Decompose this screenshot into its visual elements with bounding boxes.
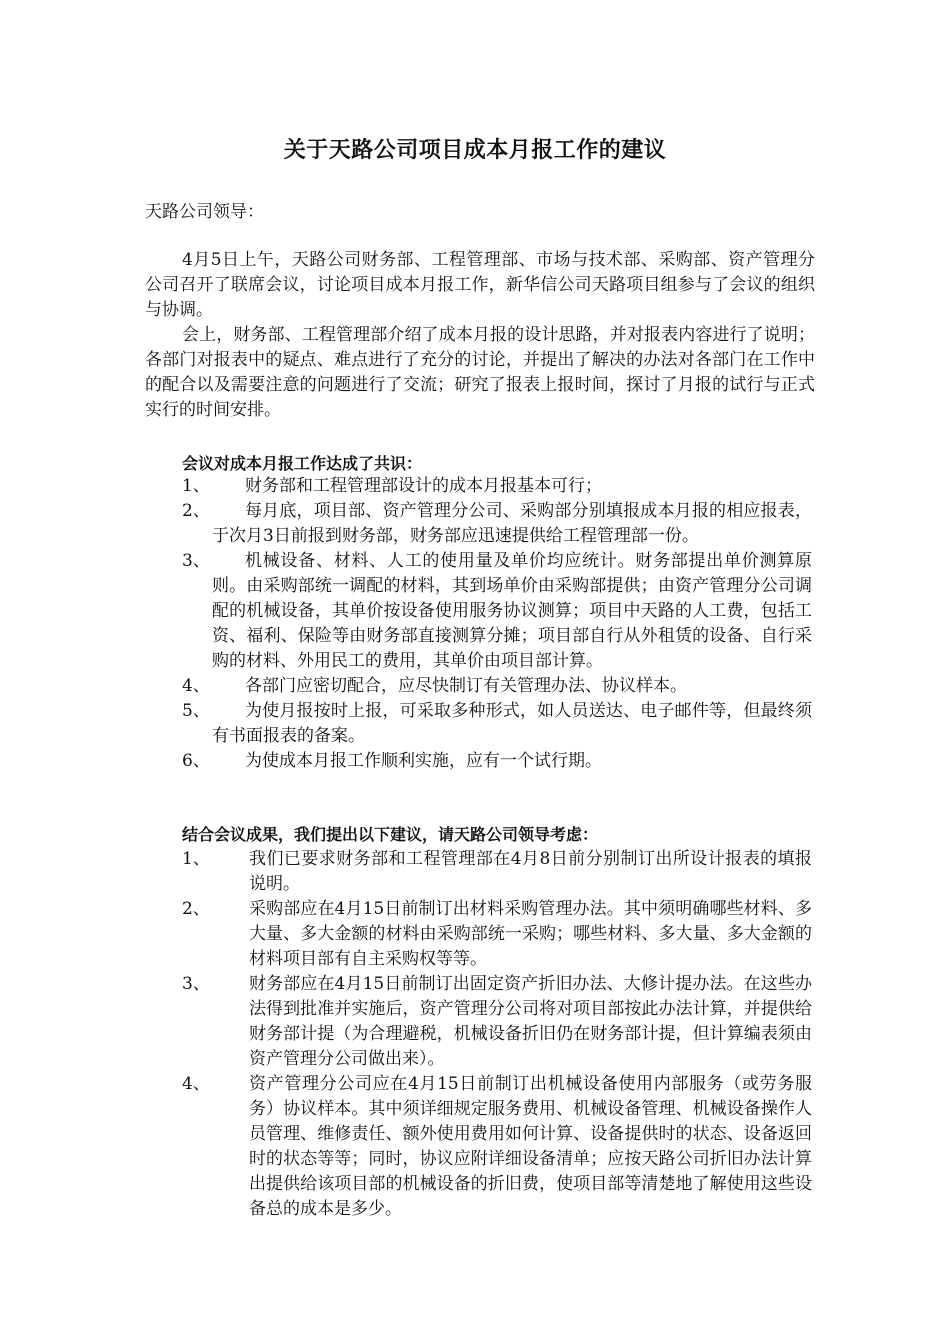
list-number: 2、 — [182, 501, 210, 521]
list-text: 财务部应在4月15日前制订出固定资产折旧办法、大修计提办法。在这些办法得到批准并实施后，资产管理分公司将对项目部按此办法计算，并提供给财务部计提（为合理避税，机械设备折旧仍在财务部计提，但计算编表须由资产管理分公司做出来）。 — [249, 974, 812, 1069]
list-item — [182, 499, 812, 549]
document-title: 关于天路公司项目成本月报工作的建议 — [283, 138, 667, 163]
list-item — [182, 1072, 812, 1222]
intro-paragraph-1: 4月5日上午，天路公司财务部、工程管理部、市场与技术部、采购部、资产管理分公司召开了联席会议，讨论项目成本月报工作，新华信公司天路项目组参与了会议的组织与协调。 — [145, 250, 815, 320]
list-item — [182, 847, 812, 897]
consensus-heading: 会议对成本月报工作达成了共识： — [182, 454, 423, 473]
list-number: 4、 — [182, 676, 210, 696]
list-number: 2、 — [182, 899, 210, 919]
list-text: 每月底，项目部、资产管理分公司、采购部分别填报成本月报的相应报表，于次月3日前报到财务部，财务部应迅速提供给工程管理部一份。 — [212, 501, 812, 546]
list-number: 6、 — [182, 751, 210, 771]
list-text: 各部门应密切配合，应尽快制订有关管理办法、协议样本。 — [245, 676, 687, 696]
list-text: 为使月报按时上报，可采取多种形式，如人员送达、电子邮件等，但最终须有书面报表的备案。 — [212, 701, 812, 746]
list-item — [182, 749, 812, 774]
list-item — [182, 674, 812, 699]
suggestions-list — [182, 847, 812, 1222]
list-text: 我们已要求财务部和工程管理部在4月8日前分别制订出所设计报表的填报说明。 — [249, 849, 812, 894]
list-item — [182, 897, 812, 972]
list-number: 1、 — [182, 849, 210, 869]
suggestions-heading: 结合会议成果，我们提出以下建议，请天路公司领导考虑： — [182, 825, 599, 844]
list-number: 5、 — [182, 701, 210, 721]
salutation: 天路公司领导： — [145, 202, 264, 222]
list-item — [182, 549, 812, 674]
list-item — [182, 474, 812, 499]
list-number: 1、 — [182, 476, 210, 496]
list-text: 财务部和工程管理部设计的成本月报基本可行； — [245, 476, 602, 496]
list-text: 机械设备、材料、人工的使用量及单价均应统计。财务部提出单价测算原则。由采购部统一调配的材料，其到场单价由采购部提供；由资产管理分公司调配的机械设备，其单价按设备使用服务协议测算；项目中天路的人工费，包括工资、福利、保险等由财务部直接测算分摊；项目部自行从外租赁的设备、自行采购的材料、外用民工的费用，其单价由项目部计算。 — [212, 551, 812, 671]
list-text: 采购部应在4月15日前制订出材料采购管理办法。其中须明确哪些材料、多大量、多大金额的材料由采购部统一采购；哪些材料、多大量、多大金额的材料项目部有自主采购权等等。 — [249, 899, 812, 969]
list-item — [182, 699, 812, 749]
list-text: 资产管理分公司应在4月15日前制订出机械设备使用内部服务（或劳务服务）协议样本。其中须详细规定服务费用、机械设备管理、机械设备操作人员管理、维修责任、额外使用费用如何计算、设备提供时的状态、设备返回时的状态等等；同时，协议应附详细设备清单；应按天路公司折旧办法计算出提供给该项目部的机械设备的折旧费，使项目部等清楚地了解使用这些设备总的成本是多少。 — [249, 1074, 812, 1219]
intro-paragraph-2: 会上，财务部、工程管理部介绍了成本月报的设计思路，并对报表内容进行了说明；各部门对报表中的疑点、难点进行了充分的讨论，并提出了解决的办法对各部门在工作中的配合以及需要注意的问题进行了交流；研究了报表上报时间，探讨了月报的试行与正式实行的时间安排。 — [145, 325, 815, 420]
list-item — [182, 972, 812, 1072]
list-number: 3、 — [182, 551, 210, 571]
list-text: 为使成本月报工作顺利实施，应有一个试行期。 — [245, 751, 602, 771]
list-number: 4、 — [182, 1074, 210, 1094]
consensus-list — [182, 474, 812, 774]
list-number: 3、 — [182, 974, 210, 994]
